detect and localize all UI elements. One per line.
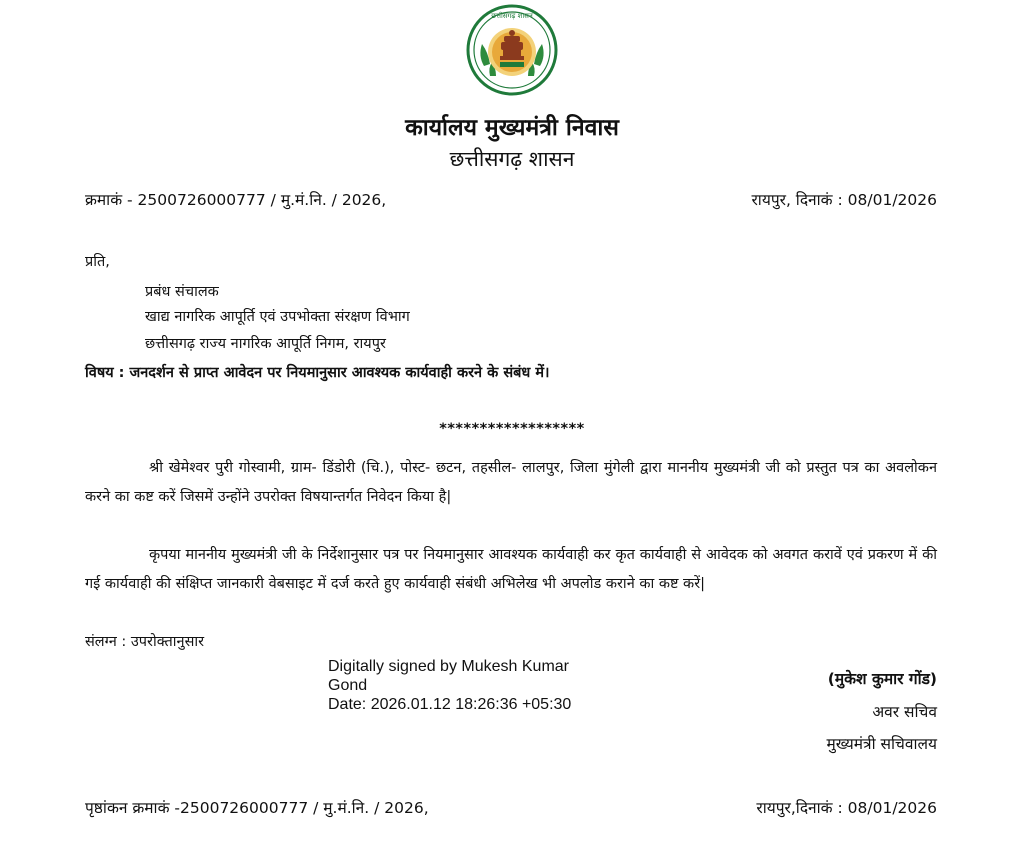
emblem-ring-text: छत्तीसगढ़ शासन — [491, 12, 533, 20]
signatory-designation: अवर सचिव — [872, 703, 937, 721]
body-paragraph-2 — [85, 541, 937, 599]
endorsement-number: पृष्ठांकन क्रमाकं -2500726000777 / मु.मं.नि. / 2026, — [85, 799, 429, 817]
digital-signature-date: Date: 2026.01.12 18:26:36 +05:30 — [328, 696, 572, 713]
signatory-office: मुख्यमंत्री सचिवालय — [826, 735, 937, 753]
government-subtitle: छत्तीसगढ़ शासन — [449, 147, 575, 171]
government-emblem-logo — [466, 4, 558, 96]
prati-label: प्रति, — [85, 254, 110, 270]
separator-stars: ****************** — [439, 421, 585, 437]
recipient-line: छत्तीसगढ़ राज्य नागरिक आपूर्ति निगम, रायपुर — [145, 336, 386, 352]
signatory-name: (मुकेश कुमार गोंड) — [827, 670, 937, 688]
subject-line: विषय : जनदर्शन से प्राप्त आवेदन पर नियमानुसार आवश्यक कार्यवाही करने के संबंध में। — [85, 365, 550, 381]
digital-signature-line: Gond — [328, 677, 368, 694]
paragraph-1-text: श्री खेमेश्वर पुरी गोस्वामी, ग्राम- डिंडोरी (चि.), पोस्ट- छटन, तहसील- लालपुर, जिला मुंगेली द्वारा माननीय मुख्यमंत्री जी को प्रस्तुत पत्र का अवलोकन करने का कष्ट करें जिसमें उन्होंने उपरोक्त विषयान्तर्गत निवेदन किया है| — [85, 460, 937, 505]
office-title: कार्यालय मुख्यमंत्री निवास — [405, 115, 619, 141]
reference-place-date: रायपुर, दिनाकं : 08/01/2026 — [751, 191, 937, 209]
paragraph-2-text: कृपया माननीय मुख्यमंत्री जी के निर्देशानुसार पत्र पर नियमानुसार आवश्यक कार्यवाही कर कृत कार्यवाही से आवेदक को अवगत करावें एवं प्रकरण में की गई कार्यवाही की संक्षिप्त जानकारी वेबसाइट में दर्ज करते हुए कार्यवाही संबंधी अभिलेख भी अपलोड कराने का कष्ट करें| — [85, 547, 937, 592]
enclosure-label: संलग्न : उपरोक्तानुसार — [85, 634, 205, 650]
recipient-line: प्रबंध संचालक — [145, 284, 219, 300]
endorsement-place-date: रायपुर,दिनाकं : 08/01/2026 — [756, 799, 937, 817]
body-paragraph-1 — [85, 454, 937, 512]
reference-number: क्रमाकं - 2500726000777 / मु.मं.नि. / 2026, — [85, 191, 387, 209]
recipient-line: खाद्य नागरिक आपूर्ति एवं उपभोक्ता संरक्षण विभाग — [145, 309, 410, 325]
digital-signature-block — [328, 657, 571, 714]
digital-signature-line: Digitally signed by Mukesh Kumar — [328, 658, 569, 675]
